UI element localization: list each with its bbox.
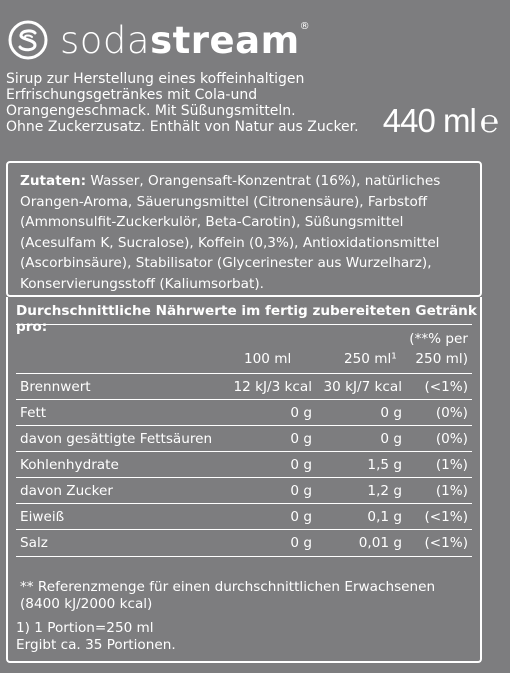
ingredients-box (6, 161, 482, 297)
value-100ml: 0 g (290, 431, 312, 447)
nutrient-name: davon Zucker (20, 483, 113, 499)
ingredients-text: Wasser, Orangensaft-Konzentrat (16%), natürliches Orangen-Aroma, Säuerungsmittel (Citronensäure), Farbstoff (Ammonsulfit-Zuckerkulör, Beta-Carotin), Süßungsmittel (Acesulfam K, Sucralose), Koffein (0,3%), Antioxidationsmittel (Ascorbinsäure), Stabilisator (Glycerinester aus Wurzelharz), Konservierungsstoff (Kaliumsorbat). (20, 173, 441, 292)
value-100ml: 12 kJ/3 kcal (233, 379, 312, 395)
nutrient-name: Brennwert (20, 379, 91, 395)
nutrient-name: Fett (20, 405, 47, 421)
column-header-250ml: 250 ml¹ (344, 351, 397, 367)
value-100ml: 0 g (290, 405, 312, 421)
brand-name-bold: stream (150, 18, 300, 62)
value-100ml: 0 g (290, 457, 312, 473)
value-250ml: 30 kJ/7 kcal (323, 379, 402, 395)
value-ri: (<1%) (424, 379, 468, 395)
volume-amount: 440 ml (382, 102, 476, 139)
trademark-symbol: ® (299, 20, 311, 32)
value-ri: (0%) (435, 405, 468, 421)
value-ri: (<1%) (424, 535, 468, 551)
value-100ml: 0 g (290, 483, 312, 499)
table-row (16, 529, 472, 557)
brand-name-light: soda (60, 18, 151, 62)
footnote-yield: Ergibt ca. 35 Portionen. (16, 637, 176, 653)
nutrition-table (6, 297, 482, 663)
value-250ml: 1,5 g (367, 457, 402, 473)
value-ri: (0%) (435, 431, 468, 447)
value-100ml: 0 g (290, 535, 312, 551)
description-line: Orangengeschmack. Mit Süßungsmitteln. (6, 103, 296, 119)
value-250ml: 0,1 g (367, 509, 402, 525)
nutrient-name: Eiweiß (20, 509, 65, 525)
value-250ml: 0 g (380, 431, 402, 447)
brand-logo (8, 18, 310, 62)
table-row (16, 399, 472, 426)
value-100ml: 0 g (290, 509, 312, 525)
footnote-reference-values: (8400 kJ/2000 kcal) (20, 596, 153, 612)
value-250ml: 0 g (380, 405, 402, 421)
net-volume (383, 102, 498, 140)
value-ri: (1%) (435, 483, 468, 499)
column-header-100ml: 100 ml (244, 351, 292, 367)
column-header-ri-unit: 250 ml) (415, 351, 468, 367)
brand-wordmark (60, 18, 311, 62)
table-row (16, 451, 472, 478)
divider (16, 324, 472, 325)
value-250ml: 0,01 g (358, 535, 402, 551)
table-row (16, 373, 472, 400)
ingredients-label: Zutaten: (20, 173, 87, 189)
product-description (6, 71, 381, 135)
description-line: Erfrischungsgetränkes mit Cola-und (6, 87, 258, 103)
estimated-sign-icon: ℮ (479, 103, 498, 139)
nutrient-name: davon gesättigte Fettsäuren (20, 431, 213, 447)
nutrition-title: Durchschnittliche Nährwerte im fertig zubereiteten Getränk pro: (16, 303, 477, 335)
value-250ml: 1,2 g (367, 483, 402, 499)
table-row (16, 503, 472, 530)
description-line: Sirup zur Herstellung eines koffeinhaltigen (6, 71, 305, 87)
footnote-portion: 1) 1 Portion=250 ml (16, 620, 154, 636)
nutrient-name: Salz (20, 535, 48, 551)
table-row (16, 477, 472, 504)
value-ri: (1%) (435, 457, 468, 473)
column-header-ri: (**% per (409, 331, 468, 347)
description-line: Ohne Zuckerzusatz. Enthält von Natur aus Zucker. (6, 119, 359, 135)
footnote-reference: ** Referenzmenge für einen durchschnittlichen Erwachsenen (20, 579, 436, 595)
sodastream-swirl-icon (8, 20, 48, 60)
value-ri: (<1%) (424, 509, 468, 525)
nutrient-name: Kohlenhydrate (20, 457, 119, 473)
table-row (16, 425, 472, 452)
